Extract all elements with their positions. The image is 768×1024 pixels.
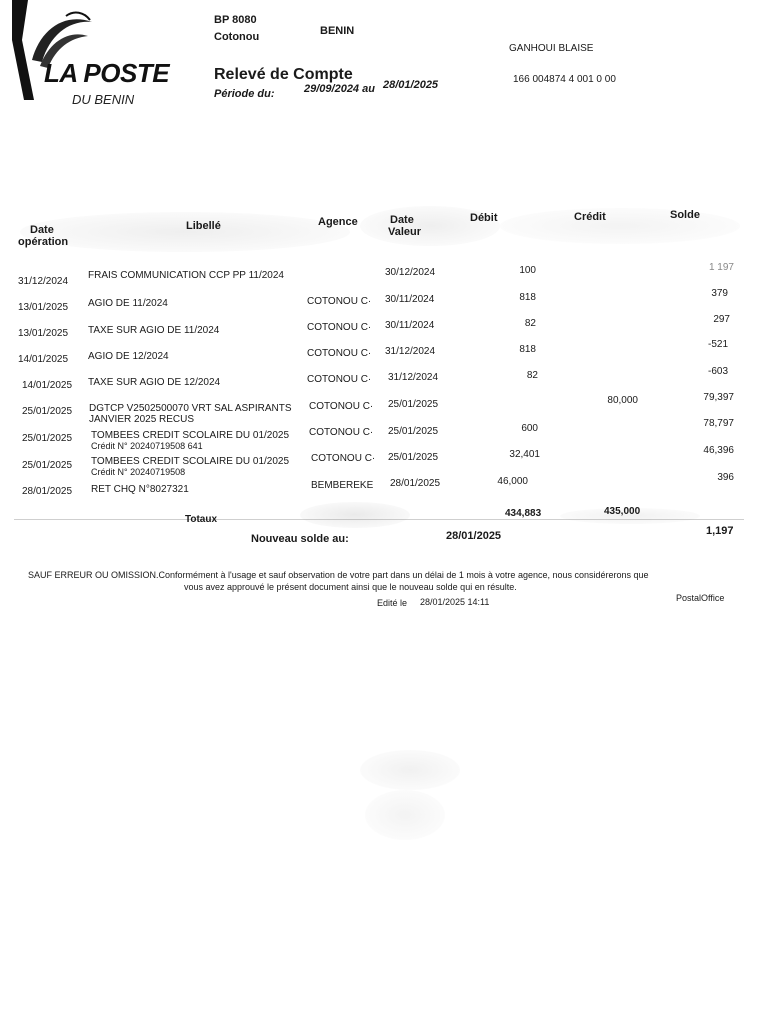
disclaimer-line1: SAUF ERREUR OU OMISSION.Conformément à l'usage et sauf observation de votre part dans un délai de 1 mois à votre agence, nous considérerons que bbox=[28, 570, 649, 580]
cell-libelle: TOMBEES CREDIT SCOLAIRE DU 01/2025 bbox=[91, 430, 290, 441]
cell-debit: 82 bbox=[524, 318, 536, 329]
office-name: PostalOffice bbox=[676, 593, 725, 603]
cell-solde: -521 bbox=[707, 339, 728, 350]
header-date-valeur-line2: Valeur bbox=[388, 226, 422, 238]
cell-debit: 600 bbox=[521, 423, 538, 434]
cell-date-valeur: 30/11/2024 bbox=[385, 320, 435, 331]
logo-subtitle: DU BENIN bbox=[72, 92, 135, 107]
cell-agence: COTONOU C· bbox=[307, 348, 372, 359]
cell-libelle: TOMBEES CREDIT SCOLAIRE DU 01/2025 bbox=[91, 456, 290, 467]
totals-label: Totaux bbox=[185, 514, 218, 525]
cell-debit: 82 bbox=[526, 370, 538, 381]
cell-date: 13/01/2025 bbox=[18, 328, 69, 339]
cell-date-valeur: 30/12/2024 bbox=[385, 267, 436, 278]
cell-agence: COTONOU C· bbox=[307, 296, 372, 307]
logo-text: LA POSTE bbox=[44, 58, 170, 88]
cell-libelle-detail: Crédit N° 20240719508 bbox=[91, 467, 186, 477]
cell-libelle: DGTCP V2502500070 VRT SAL ASPIRANTS bbox=[89, 403, 292, 414]
cell-libelle-detail: Crédit N° 20240719508 641 bbox=[91, 441, 203, 451]
cell-debit: 32,401 bbox=[509, 449, 540, 460]
cell-agence: COTONOU C· bbox=[307, 374, 372, 385]
cell-credit: 80,000 bbox=[607, 395, 638, 406]
cell-solde: -603 bbox=[707, 366, 728, 377]
cell-date: 14/01/2025 bbox=[18, 354, 69, 365]
cell-solde: 78,797 bbox=[703, 418, 734, 429]
cell-date-valeur: 31/12/2024 bbox=[388, 372, 439, 383]
header-date-operation-line2: opération bbox=[18, 236, 69, 248]
cell-agence: COTONOU C· bbox=[307, 322, 372, 333]
cell-libelle: RET CHQ N°8027321 bbox=[91, 484, 189, 495]
header-solde: Solde bbox=[670, 209, 700, 221]
cell-debit: 818 bbox=[519, 344, 536, 355]
cell-date: 13/01/2025 bbox=[18, 302, 69, 313]
cell-date: 25/01/2025 bbox=[22, 460, 73, 471]
header-credit: Crédit bbox=[574, 211, 606, 223]
period-label: Période du: bbox=[214, 88, 275, 100]
disclaimer-line2: vous avez approuvé le présent document ainsi que le nouveau solde qui en résulte. bbox=[184, 582, 517, 592]
cell-date: 25/01/2025 bbox=[22, 406, 73, 417]
cell-agence: COTONOU C· bbox=[309, 427, 374, 438]
country: BENIN bbox=[320, 25, 355, 37]
cell-date-valeur: 31/12/2024 bbox=[385, 346, 436, 357]
new-balance-label: Nouveau solde au: bbox=[251, 533, 349, 545]
header-agence: Agence bbox=[318, 216, 358, 228]
cell-solde: 297 bbox=[713, 314, 730, 325]
cell-agence: COTONOU C· bbox=[309, 401, 374, 412]
account-number: 166 004874 4 001 0 00 bbox=[513, 74, 616, 85]
cell-solde: 379 bbox=[711, 288, 728, 299]
period-from: 29/09/2024 au bbox=[304, 83, 375, 95]
cell-libelle-detail: JANVIER 2025 RECUS bbox=[89, 414, 195, 425]
header-date-operation-line1: Date bbox=[30, 224, 54, 236]
edited-value: 28/01/2025 14:11 bbox=[420, 597, 490, 607]
cell-solde: 79,397 bbox=[703, 392, 734, 403]
cell-date-valeur: 25/01/2025 bbox=[388, 399, 439, 410]
totals-debit: 434,883 bbox=[505, 508, 542, 519]
cell-debit: 46,000 bbox=[497, 476, 528, 487]
city: Cotonou bbox=[214, 31, 260, 43]
header-libelle: Libellé bbox=[186, 220, 221, 232]
page-title: Relevé de Compte bbox=[214, 66, 353, 83]
cell-date: 31/12/2024 bbox=[18, 276, 69, 287]
cell-date: 28/01/2025 bbox=[22, 486, 73, 497]
new-balance-value: 1,197 bbox=[706, 525, 734, 537]
cell-agence: BEMBEREKE bbox=[311, 480, 374, 491]
cell-date-valeur: 25/01/2025 bbox=[388, 452, 439, 463]
cell-libelle: FRAIS COMMUNICATION CCP PP 11/2024 bbox=[88, 270, 284, 281]
cell-libelle: AGIO DE 11/2024 bbox=[88, 298, 168, 309]
edited-label: Edité le bbox=[377, 598, 408, 608]
cell-debit: 100 bbox=[519, 265, 536, 276]
cell-libelle: TAXE SUR AGIO DE 11/2024 bbox=[88, 325, 220, 336]
cell-date-valeur: 25/01/2025 bbox=[388, 426, 439, 437]
cell-solde: 1 197 bbox=[708, 262, 734, 273]
client-name: GANHOUI BLAISE bbox=[509, 43, 594, 54]
cell-libelle: AGIO DE 12/2024 bbox=[88, 351, 169, 362]
postal-box: BP 8080 bbox=[214, 14, 257, 26]
period-to: 28/01/2025 bbox=[383, 79, 439, 91]
cell-date-valeur: 28/01/2025 bbox=[390, 478, 441, 489]
cell-debit: 818 bbox=[519, 292, 536, 303]
cell-solde: 46,396 bbox=[703, 445, 734, 456]
cell-agence: COTONOU C· bbox=[311, 453, 376, 464]
cell-solde: 396 bbox=[717, 472, 734, 483]
header-date-valeur-line1: Date bbox=[390, 214, 414, 226]
new-balance-date: 28/01/2025 bbox=[446, 530, 502, 542]
cell-libelle: TAXE SUR AGIO DE 12/2024 bbox=[88, 377, 221, 388]
cell-date-valeur: 30/11/2024 bbox=[385, 294, 435, 305]
cell-date: 25/01/2025 bbox=[22, 433, 73, 444]
cell-date: 14/01/2025 bbox=[22, 380, 73, 391]
header-debit: Débit bbox=[470, 212, 498, 224]
totals-credit: 435,000 bbox=[604, 506, 641, 517]
